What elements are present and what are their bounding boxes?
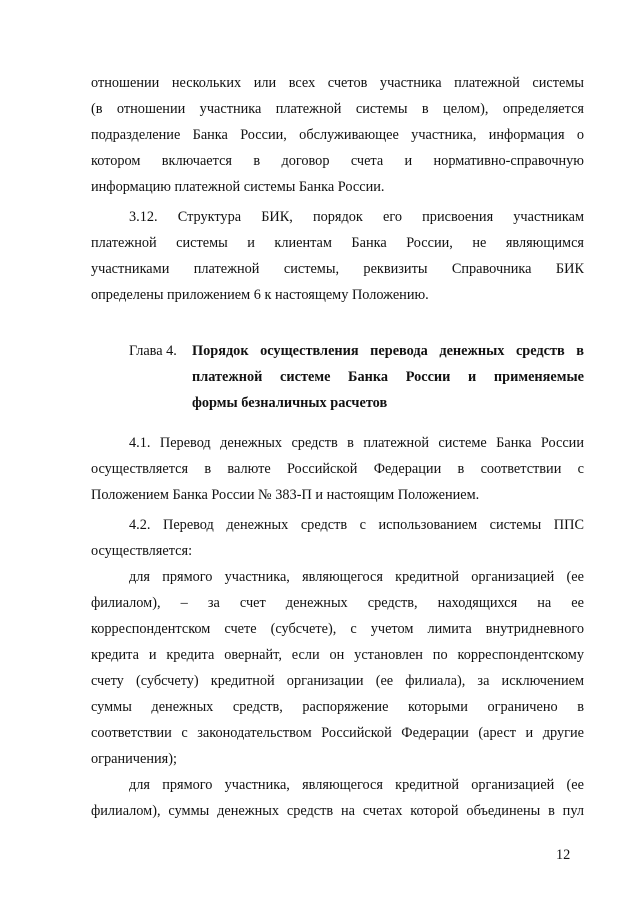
text-line: кредита и кредита овернайт, если он установлен по корреспондентскому xyxy=(91,647,584,663)
text-line: счету (субсчету) кредитной организации (ее филиала), за исключением xyxy=(91,673,584,689)
text-line: определены приложением 6 к настоящему Положению. xyxy=(91,287,429,303)
chapter-title-line: Порядок осуществления перевода денежных средств в xyxy=(192,343,584,359)
text-line: для прямого участника, являющегося кредитной организацией (ее xyxy=(129,777,584,793)
text-line: платежной системы и клиентам Банка России, не являющимся xyxy=(91,235,584,251)
text-line: 4.2. Перевод денежных средств с использованием системы ППС xyxy=(129,517,584,533)
text-line: (в отношении участника платежной системы в целом), определяется xyxy=(91,101,584,117)
chapter-title-line: платежной системе Банка России и применяемые xyxy=(192,369,584,385)
text-line: соответствии с законодательством Российской Федерации (арест и другие xyxy=(91,725,584,741)
text-line: информацию платежной системы Банка России. xyxy=(91,179,385,195)
text-line: Положением Банка России № 383-П и настоящим Положением. xyxy=(91,487,480,503)
text-line: участниками платежной системы, реквизиты Справочника БИК xyxy=(91,261,584,277)
text-line: суммы денежных средств, распоряжение которыми ограничено в xyxy=(91,699,584,715)
text-line: отношении нескольких или всех счетов участника платежной системы xyxy=(91,75,584,91)
text-line: 3.12. Структура БИК, порядок его присвоения участникам xyxy=(129,209,584,225)
text-line: для прямого участника, являющегося кредитной организацией (ее xyxy=(129,569,584,585)
text-line: ограничения); xyxy=(91,751,177,767)
text-line: котором включается в договор счета и нормативно-справочную xyxy=(91,153,584,169)
chapter-title-line: формы безналичных расчетов xyxy=(192,395,388,411)
page-number: 12 xyxy=(556,847,571,863)
text-line: филиалом), – за счет денежных средств, находящихся на ее xyxy=(91,595,584,611)
text-line: подразделение Банка России, обслуживающее участника, информация о xyxy=(91,127,584,143)
text-line: осуществляется в валюте Российской Федерации в соответствии с xyxy=(91,461,584,477)
chapter-number: Глава 4. xyxy=(129,343,177,359)
text-line: филиалом), суммы денежных средств на счетах которой объединены в пул xyxy=(91,803,584,819)
text-line: 4.1. Перевод денежных средств в платежной системе Банка России xyxy=(129,435,584,451)
text-line: корреспондентском счете (субсчете), с учетом лимита внутридневного xyxy=(91,621,584,637)
text-line: осуществляется: xyxy=(91,543,193,559)
